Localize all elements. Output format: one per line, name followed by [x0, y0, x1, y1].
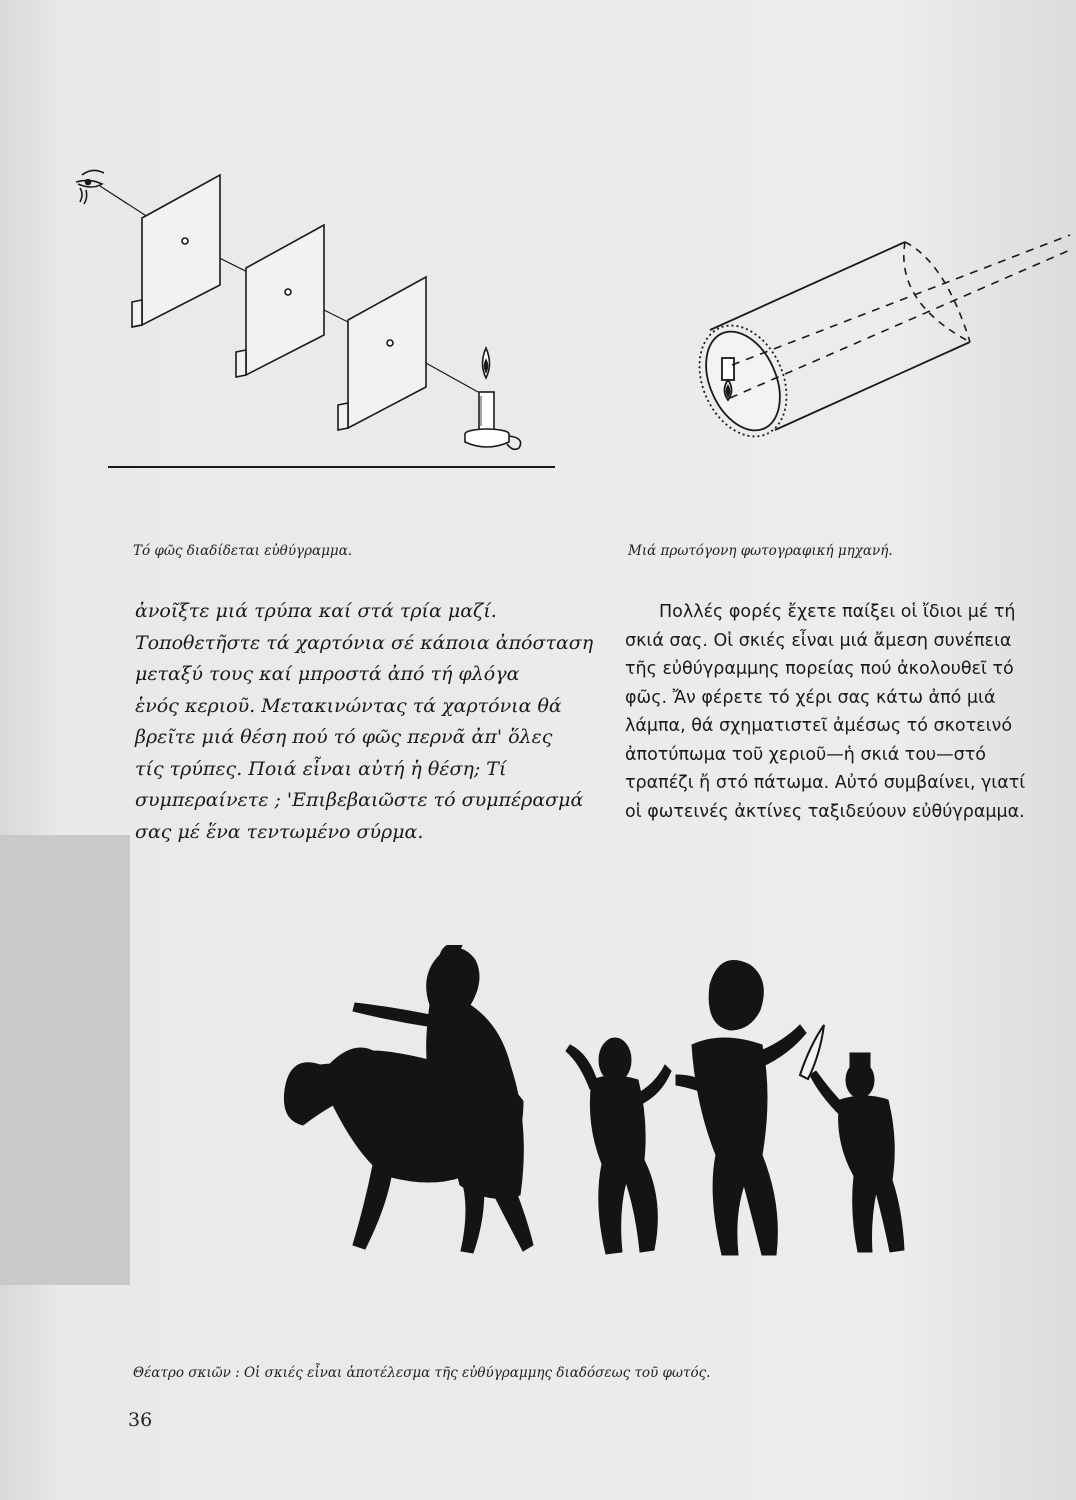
text-line: τραπέζι ἤ στό πάτωμα. Αὐτό συμβαίνει, γιατί	[625, 773, 1026, 793]
tall-warrior-silhouette	[676, 961, 806, 1256]
text-line: οἱ φωτεινές ἀκτίνες ταξιδεύουν εὐθύγραμμα.	[625, 801, 1025, 822]
text-line: Τοποθετῆστε τά χαρτόνια σέ κάποια ἀπόσταση	[135, 631, 594, 654]
page-number: 36	[128, 1409, 153, 1431]
shadow-theatre-figure	[280, 945, 920, 1300]
text-line: λάμπα, θά σχηματιστεῖ ἀμέσως τό σκοτεινό	[625, 716, 1013, 736]
text-line: βρεῖτε μιά θέση πού τό φῶς περνᾶ ἀπ' ὅλες	[135, 726, 553, 748]
pinhole-camera-caption: Μιά πρωτόγονη φωτογραφική μηχανή.	[628, 543, 893, 559]
pinhole-camera-figure	[670, 200, 1076, 440]
cardboard-sheet-3	[338, 277, 426, 430]
text-line: ἀποτύπωμα τοῦ χεριοῦ—ἡ σκιά του—στό	[625, 744, 987, 765]
candle-icon	[465, 348, 521, 449]
text-line: ἀνοῖξτε μιά τρύπα καί στά τρία μαζί.	[135, 600, 497, 622]
cardboard-sheet-1	[132, 175, 220, 327]
light-experiment-figure	[60, 160, 560, 480]
text-line: Πολλές φορές ἔχετε παίξει οἱ ἴδιοι μέ τή	[659, 602, 1016, 622]
text-line: ἑνός κεριοῦ. Μετακινώντας τά χαρτόνια θά	[135, 694, 562, 717]
small-warrior-silhouette	[566, 1038, 671, 1254]
horse-rider-silhouette	[284, 945, 533, 1253]
shadows-paragraph	[625, 598, 1076, 826]
text-line: σας μέ ἕνα τεντωμένο σύρμα.	[135, 820, 424, 843]
text-line: τῆς εὐθύγραμμης πορείας πού ἀκολουθεῖ τό	[625, 659, 1014, 679]
text-line: σκιά σας. Οἱ σκιές εἶναι μιά ἄμεση συνέπεια	[625, 630, 1012, 651]
light-experiment-caption: Τό φῶς διαδίδεται εὐθύγραμμα.	[133, 543, 353, 559]
page-edge-shadow	[0, 835, 130, 1285]
text-line: τίς τρύπες. Ποιά εἶναι αὐτή ἡ θέση; Τί	[135, 757, 507, 780]
eye-icon	[76, 170, 104, 204]
text-line: φῶς. Ἄν φέρετε τό χέρι σας κάτω ἀπό μιά	[625, 687, 996, 708]
man-with-sword-silhouette	[800, 1025, 904, 1252]
shadow-theatre-caption: Θέατρο σκιῶν : Οἱ σκιές εἶναι ἀποτέλεσμα τῆς εὐθύγραμμης διαδόσεως τοῦ φωτός.	[133, 1365, 711, 1381]
cardboard-sheet-2	[236, 225, 324, 377]
text-line: συμπεραίνετε ; 'Επιβεβαιῶστε τό συμπέρασμά	[135, 789, 584, 811]
text-line: μεταξύ τους καί μπροστά ἀπό τή φλόγα	[135, 663, 520, 685]
activity-instructions	[135, 596, 605, 848]
